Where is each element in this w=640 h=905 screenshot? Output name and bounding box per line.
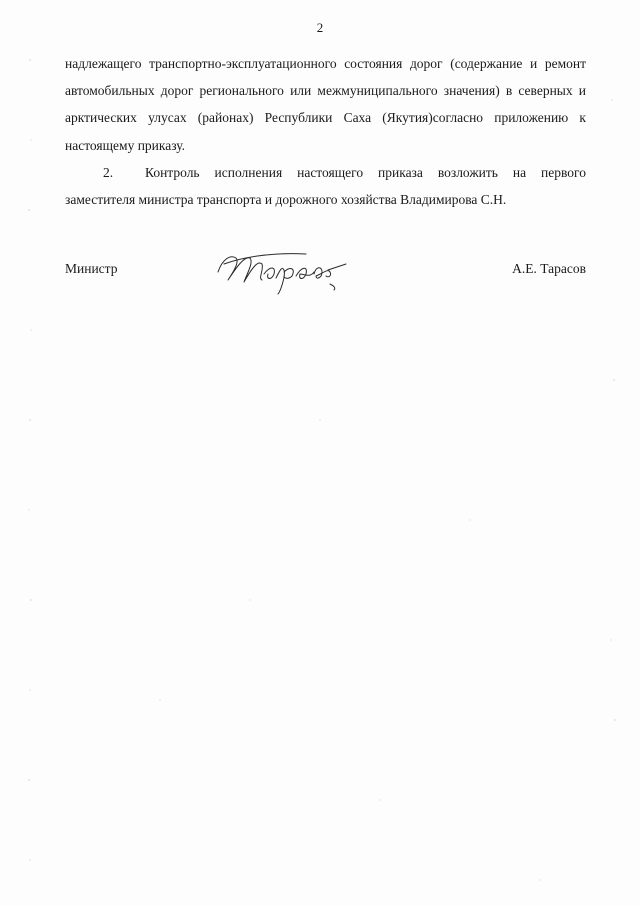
page-number: 2 xyxy=(316,20,324,35)
paragraph-2-number: 2. xyxy=(103,164,114,180)
paragraph-2 xyxy=(65,159,586,213)
document-body xyxy=(65,50,586,213)
paragraph-1: надлежащего транспортно-эксплуатационного состояния дорог (содержание и ремонт автомобильных дорог регионального или межмуниципального значения) в северных и арктических улусах (районах) Республики Саха (Якутия)согласно приложению к настоящему приказу. xyxy=(65,56,586,153)
signatory-title: Министр xyxy=(65,261,118,276)
paragraph-2-text: Контроль исполнения настоящего приказа возложить на первого заместителя министра транспорта и дорожного хозяйства Владимирова С.Н. xyxy=(65,164,586,208)
signature-block xyxy=(65,256,586,296)
handwritten-signature xyxy=(210,244,350,296)
signatory-name: А.Е. Тарасов xyxy=(512,261,586,276)
